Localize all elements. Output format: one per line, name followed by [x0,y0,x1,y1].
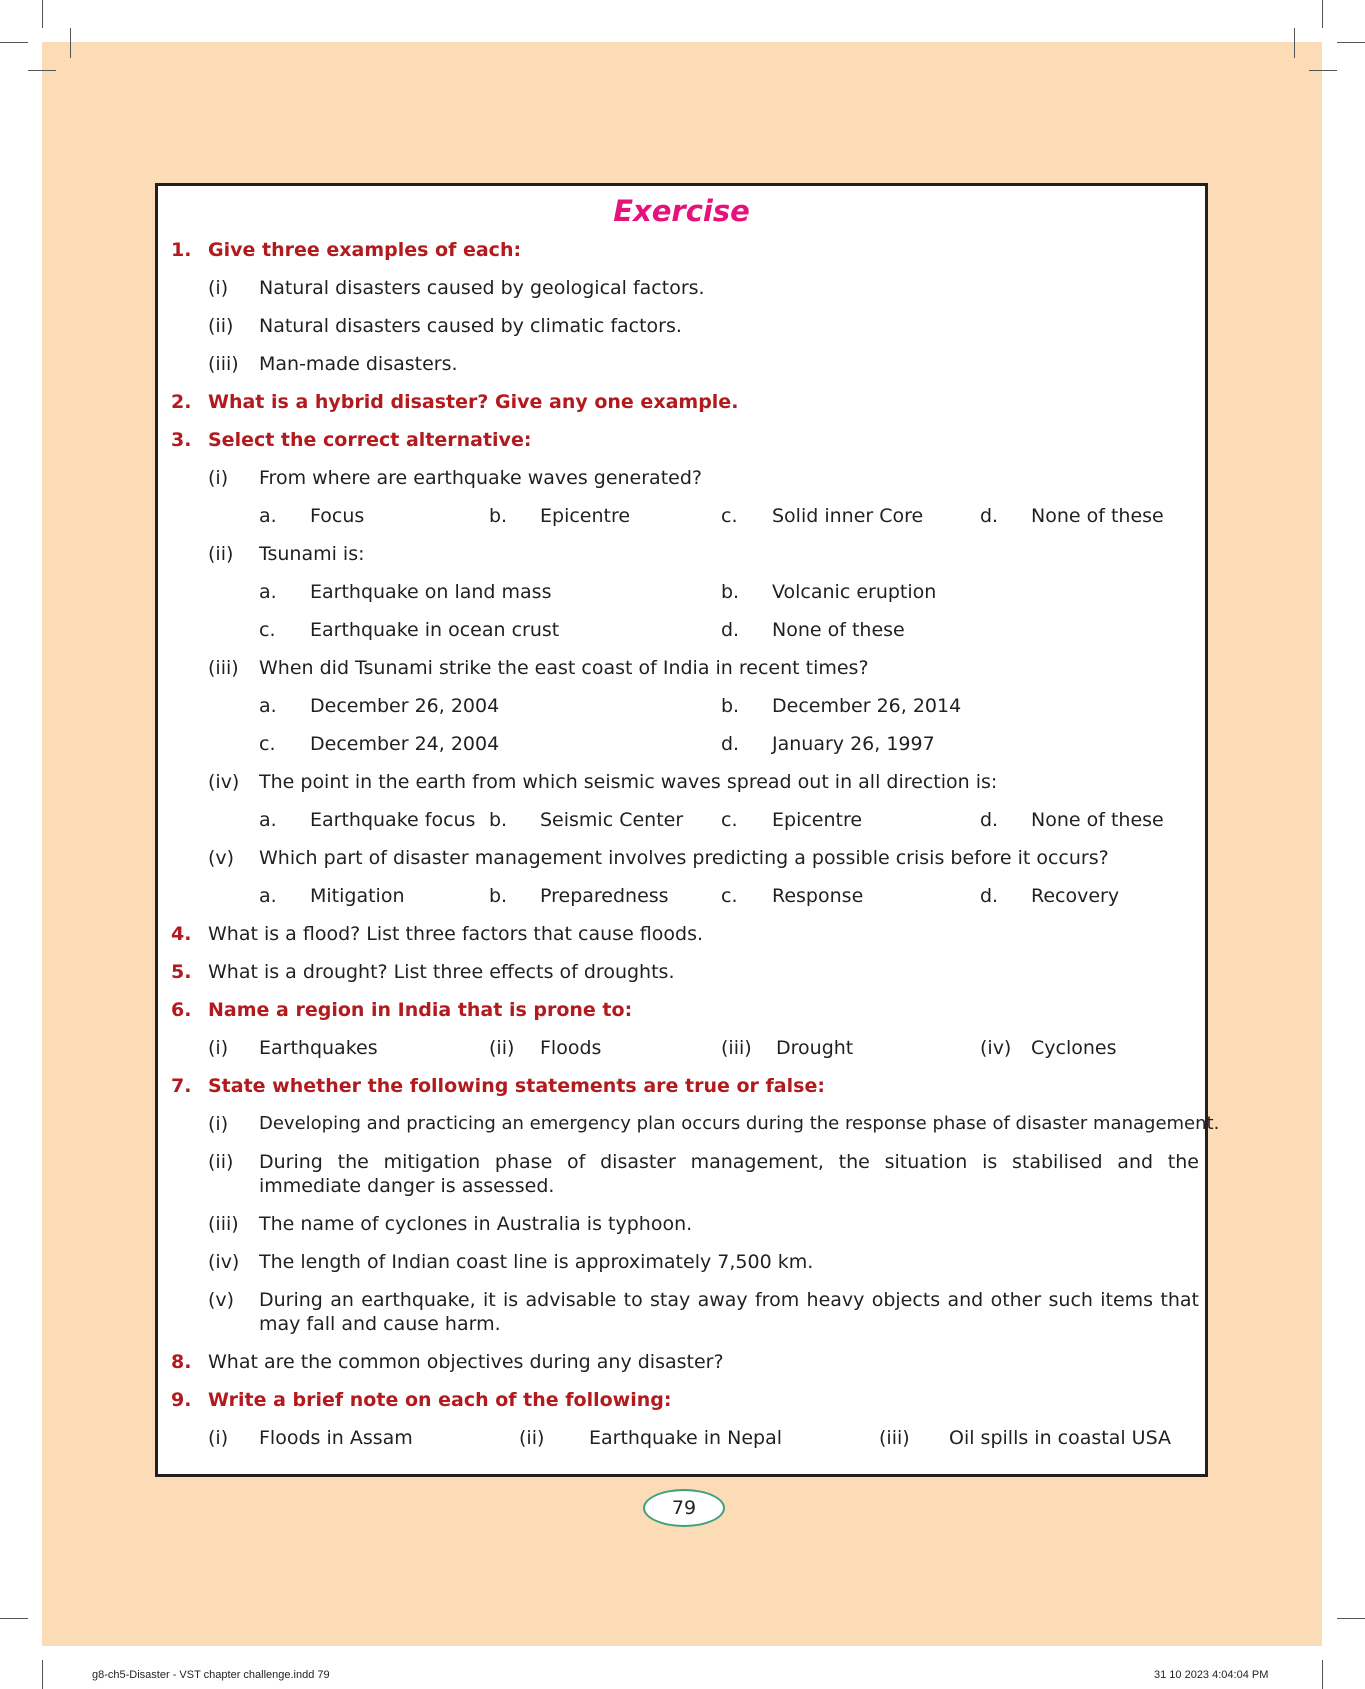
footer-timestamp: 31 10 2023 4:04:04 PM [1154,1669,1269,1681]
crop-mark [1322,0,1323,28]
crop-mark [1309,70,1337,71]
crop-mark [0,42,28,43]
crop-mark [1337,42,1365,43]
exercise-box: Exercise 1. Give three examples of each: (i) Natural disasters caused by geological factors. (ii) Natural disasters caused by climatic factors. (iii) Man-made disasters. 2. What is a hybrid disaster? Give any one example. 3. Select the correct alternative: (i) From where are earthquake waves generated? a. Focus b. Epicentre c. Solid inner Core d. None of these (ii) Tsunami is: a. Earthquake on land mass b. Volcanic eruption c. Earthquake in ocean crust d. None of these (iii) When did Tsunami strike the east coast of India in recent times? a. December 26, 2004 b. December 26, 2014 c. December 24, 2004 d. January 26, 1997 (iv) The point in the earth from which seismic waves spread out in all direction is: a. Earthquake focus b. Seismic Center c. Epicentre d. None of these (v) Which part of disaster management involves predicting a possible crisis before it occurs? a. Mitigation b. Preparedness c. Response d. Recovery 4. What is a flood? List three factors that cause floods. 5. What is a drought? List three effects of droughts. 6. Name a region in India that is prone to: (i) Earthquakes (ii) Floods (iii) Drought (iv) Cyclones 7. State whether the following statements are true or false: (i) Developing and practicing an emergency plan occurs during the response phase of disaster management. (ii) During the mitigation phase of disaster management, the situation is stabilised and the immediate danger is assessed. (iii) The name of cyclones in Australia is typhoon. (iv) The length of Indian coast line is approximately 7,500 km. (v) During an earthquake, it is advisable to stay away from heavy objects and other such items that may fall and cause harm. 8. What are the common objectives during any disaster? 9. Write a brief note on each of the following: (i) Floods in Assam (ii) Earthquake in Nepal (iii) Oil spills in coastal USA [155,183,1208,1477]
crop-mark [1322,1660,1323,1689]
crop-mark [1294,28,1295,58]
crop-mark [42,0,43,28]
footer-file-info: g8-ch5-Disaster - VST chapter challenge.indd 79 [92,1669,330,1681]
exercise-title: Exercise [613,194,750,228]
q7-item: (v) During an earthquake, it is advisable to stay away from heavy objects and other such items that may fall and cause harm. [208,1289,1199,1335]
crop-mark [70,28,71,58]
crop-mark [42,1660,43,1689]
crop-mark [28,70,56,71]
crop-mark [1337,1618,1365,1619]
crop-mark [0,1618,28,1619]
q7-item: (ii) During the mitigation phase of disaster management, the situation is stabilised and the immediate danger is assessed. [208,1151,1199,1197]
page-number: 79 [643,1489,725,1527]
